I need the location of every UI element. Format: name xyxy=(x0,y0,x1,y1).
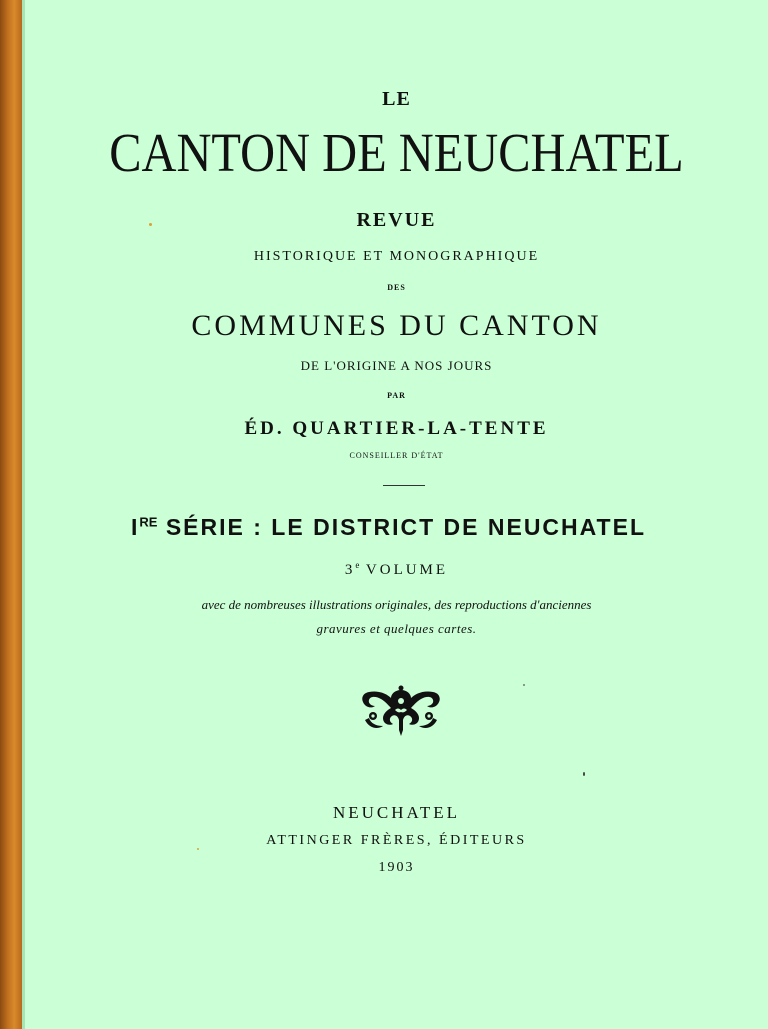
series-heading xyxy=(17,514,760,541)
volume-line xyxy=(25,560,768,579)
volume-superscript: e xyxy=(355,560,360,570)
revue-label: REVUE xyxy=(356,209,437,231)
author-name: ÉD. QUARTIER-LA-TENTE xyxy=(244,418,549,439)
paper-speck xyxy=(197,848,199,850)
description-line-1: avec de nombreuses illustrations originales, des reproductions d'anciennes xyxy=(201,597,592,612)
series-prefix: I xyxy=(131,514,140,540)
fleuron-ornament-icon xyxy=(361,684,441,738)
author-title: CONSEILLER D'ÉTAT xyxy=(349,451,444,460)
publisher-name: ATTINGER FRÈRES, ÉDITEURS xyxy=(266,833,527,848)
main-title: CANTON DE NEUCHATEL xyxy=(109,122,684,183)
origine-line: DE L'ORIGINE A NOS JOURS xyxy=(300,358,493,373)
title-article: LE xyxy=(382,88,411,110)
description-line-2: gravures et quelques cartes. xyxy=(316,621,477,636)
par-label: PAR xyxy=(387,391,406,400)
series-superscript: RE xyxy=(139,514,158,530)
series-rest: SÉRIE : LE DISTRICT DE NEUCHATEL xyxy=(157,514,646,540)
des-label: DES xyxy=(387,283,406,292)
divider-rule xyxy=(383,485,425,486)
volume-number: 3 xyxy=(344,562,356,578)
paper-speck xyxy=(523,684,525,686)
paper-speck xyxy=(583,772,585,776)
volume-word: VOLUME xyxy=(359,562,449,578)
subtitle: HISTORIQUE ET MONOGRAPHIQUE xyxy=(253,249,540,264)
publication-year: 1903 xyxy=(378,860,415,875)
title-page xyxy=(25,0,768,1029)
paper-speck xyxy=(149,223,152,226)
communes-heading: COMMUNES DU CANTON xyxy=(191,309,602,342)
publication-city: NEUCHATEL xyxy=(332,803,461,822)
